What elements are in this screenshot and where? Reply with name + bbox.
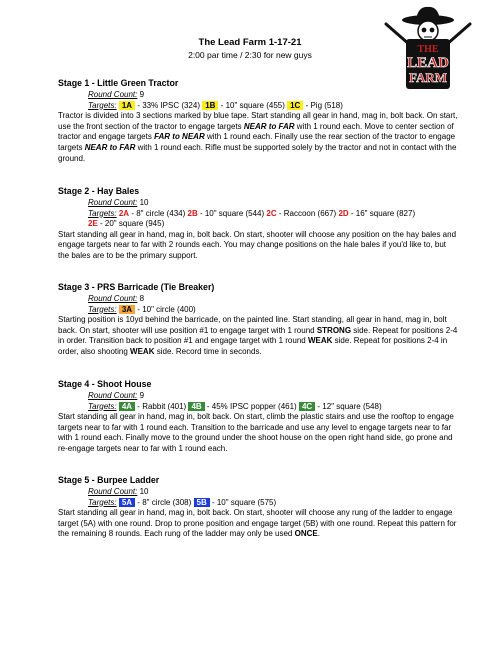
stage-5-targets <box>58 498 458 509</box>
target-1c-badge: 1C <box>287 101 303 110</box>
stage-2-round-count <box>58 198 458 209</box>
round-count-value: 10 <box>137 198 149 207</box>
emphasis-text: WEAK <box>130 346 155 356</box>
round-count-value: 9 <box>137 391 145 400</box>
logo-bottom-text: FARM <box>408 70 448 85</box>
targets-label: Targets: <box>88 497 117 507</box>
stage-4-round-count <box>58 391 458 402</box>
target-2e-code: 2E <box>88 219 98 229</box>
round-count-label: Round Count: <box>88 487 138 496</box>
target-2b-code: 2B <box>187 208 198 218</box>
document-header <box>0 36 500 61</box>
stage-1-description <box>58 111 458 164</box>
desc-text: with 1 round each. Move to center section of tractor and engage targets <box>58 121 454 142</box>
emphasis-text: WEAK <box>307 336 333 346</box>
desc-text: with 1 round each. Finally use the rear section of the tractor to engage targets <box>58 132 456 152</box>
round-count-label: Round Count: <box>88 391 138 400</box>
stage-2-description: Start standing all gear in hand, mag in, bolt back. On start, shooter will choose any position on the hay bales and engage targets near to far with 2 rounds each. You may change positions on the hale bales if you'd like to, but the bales are to be the primary support. <box>58 229 457 260</box>
emphasis-text: ONCE <box>294 529 318 539</box>
target-5b-desc: - 10" square (575) <box>209 497 277 507</box>
stage-4-description: Start standing all gear in hand, mag in, bolt back. On start, climb the plastic stairs and use the rooftop to engage targets near to far with 1 round each. Transition to the barricade and use any level to engage targets near to far with 1 round each. Finally move to the ground under the shoot house on the open right hand side, go prone and re-engage targets near to far with 1 round each. <box>58 412 454 453</box>
emphasis-text: NEAR to FAR <box>84 142 136 152</box>
target-2b-desc: - 10" square (544) <box>197 208 267 218</box>
target-2d-code: 2D <box>338 208 349 218</box>
logo-middle-text: LEAD <box>407 55 449 71</box>
emphasis-text: STRONG <box>316 325 352 335</box>
round-count-label: Round Count: <box>88 198 138 207</box>
round-count-value: 8 <box>137 294 145 303</box>
target-2e-desc: - 20" square (945) <box>97 219 165 229</box>
desc-text: side. Record time in seconds. <box>154 346 262 356</box>
stage-5-description <box>58 508 458 540</box>
round-count-label: Round Count: <box>88 90 138 99</box>
target-2a-desc: - 8" circle (434) <box>129 208 188 218</box>
desc-text: side. Repeat for positions 2-4 in order. Transition back to position #1 and engage target with 1 round <box>58 325 458 346</box>
stage-3-round-count <box>58 294 458 305</box>
stage-1-section <box>58 77 458 164</box>
desc-text: Start standing all gear in hand, mag in, bolt back. On start, shooter will choose any rung of the ladder to engage target (5A) with one round. Drop to prone position and engage target (5B) with one round. Repeat this pattern for the remaining 8 rounds. Each rung of the ladder may only be used <box>58 508 457 539</box>
targets-label: Targets: <box>88 401 117 411</box>
target-5a-desc: - 8" circle (308) <box>135 497 194 507</box>
targets-label: Targets: <box>88 208 117 218</box>
desc-text: Starting position is 10yd behind the barricade, on the painted line. Start standing, all gear in hand, mag in, bolt back. On start, shooter will use position #1 to engage target with 1 round <box>58 315 447 335</box>
emphasis-text: NEAR to FAR <box>243 121 295 131</box>
stage-5-section <box>58 474 458 540</box>
target-4b-badge: 4B <box>188 402 204 411</box>
target-5b-badge: 5B <box>194 498 210 507</box>
target-4c-badge: 4C <box>299 402 315 411</box>
target-4a-desc: - Rabbit (401) <box>135 401 189 411</box>
stage-3-targets <box>58 305 458 316</box>
target-3a-badge: 3A <box>119 305 135 314</box>
stage-2-title: Stage 2 - Hay Bales <box>58 186 140 196</box>
stage-4-title: Stage 4 - Shoot House <box>58 379 152 389</box>
stage-1-title: Stage 1 - Little Green Tractor <box>58 78 179 88</box>
stage-3-title: Stage 3 - PRS Barricade (Tie Breaker) <box>58 282 215 292</box>
target-4c-desc: - 12" square (548) <box>315 401 382 411</box>
stage-1-round-count <box>58 90 458 101</box>
target-1a-badge: 1A <box>119 101 135 110</box>
round-count-value: 10 <box>137 487 149 496</box>
target-2c-desc: - Raccoon (667) <box>276 208 339 218</box>
target-1a-desc: - 33% IPSC (324) <box>135 100 203 110</box>
stage-3-description <box>58 315 458 357</box>
target-2a-code: 2A <box>118 208 130 218</box>
stage-4-section <box>58 378 458 455</box>
document-title: The Lead Farm 1-17-21 <box>198 37 302 48</box>
target-5a-badge: 5A <box>119 498 135 507</box>
target-2c-code: 2C <box>266 208 277 218</box>
targets-label: Targets: <box>88 100 117 110</box>
stage-2-targets <box>58 209 458 230</box>
desc-text: Tractor is divided into 3 sections marked by blue tape. Start standing all gear in hand, mag in, bolt back. On start, use the front section of the tractor to engage targets <box>58 111 458 131</box>
target-4a-badge: 4A <box>119 402 135 411</box>
stage-2-section <box>58 185 458 262</box>
round-count-label: Round Count: <box>88 294 138 303</box>
stage-3-section <box>58 281 458 358</box>
emphasis-text: FAR to NEAR <box>154 132 205 142</box>
target-4b-desc: - 45% IPSC popper (461) <box>204 401 299 411</box>
stage-4-targets <box>58 402 458 413</box>
target-1b-badge: 1B <box>202 101 218 110</box>
par-time-subtitle: 2:00 par time / 2:30 for new guys <box>188 50 312 60</box>
desc-text: . <box>317 529 320 539</box>
stage-1-targets <box>58 101 458 112</box>
target-2d-desc: - 16" square (827) <box>348 208 416 218</box>
targets-label: Targets: <box>88 304 117 314</box>
target-3a-desc: - 10" circle (400) <box>135 304 196 314</box>
target-1c-desc: - Pig (518) <box>303 100 343 110</box>
desc-text: with 1 round each. Rifle must be supported solely by the tractor and not in contact with the ground. <box>58 142 457 163</box>
logo-top-text: THE <box>417 44 439 55</box>
round-count-value: 9 <box>137 90 145 99</box>
desc-text: side. Repeat for positions 2-4 in order, also shooting <box>58 336 448 356</box>
stage-5-title: Stage 5 - Burpee Ladder <box>58 475 160 485</box>
target-1b-desc: - 10" square (455) <box>218 100 288 110</box>
stage-5-round-count <box>58 487 458 498</box>
